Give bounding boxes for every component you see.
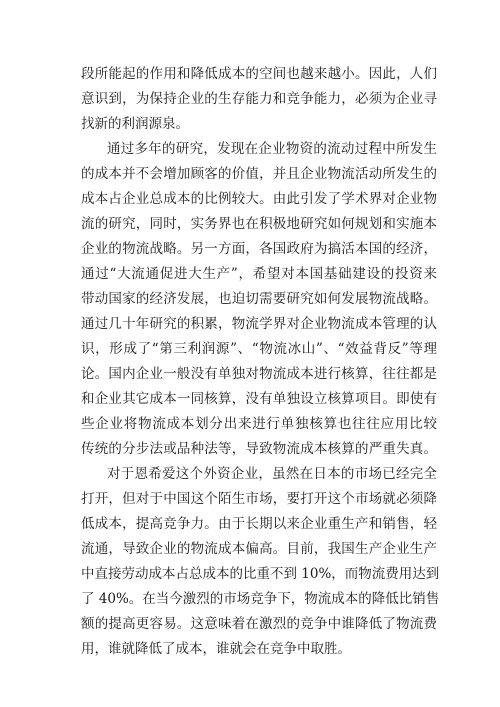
text-line: 成本占企业总成本的比例较大。由此引发了学术界对企业物 <box>81 191 437 207</box>
text-line: 的成本并不会增加顾客的价值，并且企业物流活动所发生的 <box>81 166 437 182</box>
text-line: 企业的物流战略。另一方面，各国政府为搞活本国的经济， <box>81 241 437 257</box>
text-line: 通过“大流通促进大生产”，希望对本国基础建设的投资来 <box>81 266 437 282</box>
text-line: 打开，但对于中国这个陌生市场，要打开这个市场就必须降 <box>81 491 437 507</box>
text-line: 论。国内企业一般没有单独对物流成本进行核算，往往都是 <box>81 366 437 382</box>
text-line: 传统的分步法或品种法等，导致物流成本核算的严重失真。 <box>81 441 437 457</box>
paragraph-first-line: 对于恩希爱这个外资企业，虽然在日本的市场已经完全 <box>107 466 437 482</box>
text-line: 额的提高更容易。这意味着在激烈的竞争中谁降低了物流费 <box>81 616 437 632</box>
text-line: 用，谁就降低了成本，谁就会在竞争中取胜。 <box>81 641 351 657</box>
text-line: 些企业将物流成本划分出来进行单独核算也往往应用比较 <box>81 416 437 432</box>
text-line: 流的研究，同时，实务界也在积极地研究如何规划和实施本 <box>81 216 437 232</box>
text-line: 流通，导致企业的物流成本偏高。目前，我国生产企业生产 <box>81 541 437 557</box>
text-line: 找新的利润源泉。 <box>81 116 189 132</box>
text-line: 带动国家的经济发展，也迫切需要研究如何发展物流战略。 <box>81 291 437 307</box>
text-line: 低成本，提高竞争力。由于长期以来企业重生产和销售，轻 <box>81 516 437 532</box>
text-line: 和企业其它成本一同核算，没有单独设立核算项目。即使有 <box>81 391 437 407</box>
text-line: 意识到，为保持企业的生存能力和竞争能力，必须为企业寻 <box>81 91 437 107</box>
text-line: 中直接劳动成本占总成本的比重不到 10%，而物流费用达到 <box>81 566 440 582</box>
text-line: 了 40%。在当今激烈的市场竞争下，物流成本的降低比销售 <box>81 591 440 607</box>
text-line: 识，形成了“第三利润源”、“物流冰山”、“效益背反”等理 <box>81 341 437 357</box>
text-line: 段所能起的作用和降低成本的空间也越来越小。因此，人们 <box>81 66 437 82</box>
text-line: 通过几十年研究的积累，物流学界对企业物流成本管理的认 <box>81 316 437 332</box>
paragraph-first-line: 通过多年的研究，发现在企业物资的流动过程中所发生 <box>107 141 437 157</box>
